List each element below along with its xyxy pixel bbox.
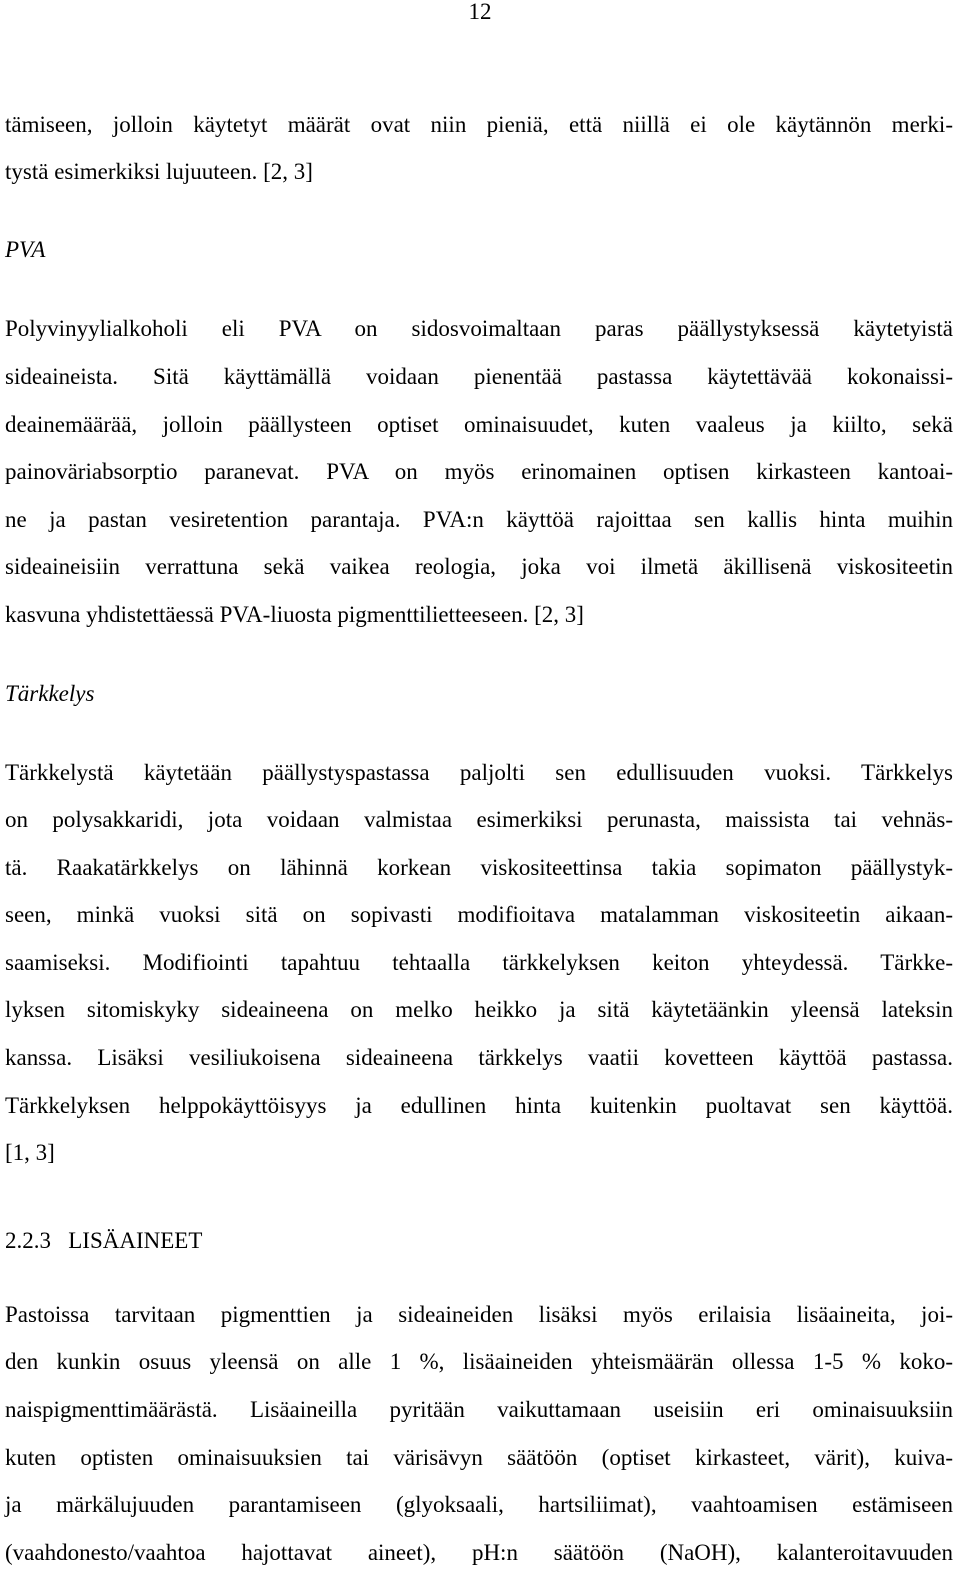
text-line: [1, 3] <box>5 1140 55 1165</box>
text-line: Tärkkelyksen helppokäyttöisyys ja edullinen hinta kuitenkin puoltavat sen käyttöä. <box>5 1093 953 1118</box>
text-line: tämiseen, jolloin käytetyt määrät ovat niin pieniä, että niillä ei ole käytännön merki- <box>5 112 953 137</box>
text-line: painoväriabsorptio paranevat. PVA on myös erinomainen optisen kirkasteen kantoai- <box>5 459 953 484</box>
text-line: ja märkälujuuden parantamiseen (glyoksaali, hartsiliimat), vaahtoamisen estämiseen <box>5 1492 953 1517</box>
text-line: on polysakkaridi, jota voidaan valmistaa esimerkiksi perunasta, maissista tai vehnäs- <box>5 807 953 832</box>
text-line: tä. Raakatärkkelys on lähinnä korkean viskositeettinsa takia sopimaton päällystyk- <box>5 855 953 880</box>
text-line: Polyvinyylialkoholi eli PVA on sidosvoimaltaan paras päällystyksessä käytetyistä <box>5 316 953 341</box>
text-line: ne ja pastan vesiretention parantaja. PVA:n käyttöä rajoittaa sen kallis hinta muihin <box>5 507 953 532</box>
text-line: sideaineista. Sitä käyttämällä voidaan pienentää pastassa käytettävää kokonaissi- <box>5 364 953 389</box>
text-line: seen, minkä vuoksi sitä on sopivasti modifioitava matalamman viskositeetin aikaan- <box>5 902 953 927</box>
text-line: kanssa. Lisäksi vesiliukoisena sideaineena tärkkelys vaatii kovetteen käyttöä pastassa. <box>5 1045 953 1070</box>
section-heading-text: 2.2.3 LISÄAINEET <box>5 1228 203 1253</box>
text-line: kasvuna yhdistettäessä PVA-liuosta pigmenttilietteeseen. [2, 3] <box>5 602 584 627</box>
text-line: kuten optisten ominaisuuksien tai värisävyn säätöön (optiset kirkasteet, värit), kuiva- <box>5 1445 953 1470</box>
text-line: naispigmenttimäärästä. Lisäaineilla pyritään vaikuttamaan useisiin eri ominaisuuksiin <box>5 1397 953 1422</box>
page-number: 12 <box>468 0 492 24</box>
subheading-text: PVA <box>5 237 46 262</box>
text-line: tystä esimerkiksi lujuuteen. [2, 3] <box>5 159 313 184</box>
text-line: lyksen sitomiskyky sideaineena on melko heikko ja sitä käytetäänkin yleensä lateksin <box>5 997 953 1022</box>
text-line: Pastoissa tarvitaan pigmenttien ja sideaineiden lisäksi myös erilaisia lisäaineita, joi- <box>5 1302 953 1327</box>
text-line: saamiseksi. Modifiointi tapahtuu tehtaalla tärkkelyksen keiton yhteydessä. Tärkke- <box>5 950 953 975</box>
text-line: sideaineisiin verrattuna sekä vaikea reologia, joka voi ilmetä äkillisenä viskositeetin <box>5 554 953 579</box>
text-line: (vaahdonesto/vaahtoa hajottavat aineet), pH:n säätöön (NaOH), kalanteroitavuuden <box>5 1540 953 1565</box>
text-line: deainemäärää, jolloin päällysteen optiset ominaisuudet, kuten vaaleus ja kiilto, sekä <box>5 412 953 437</box>
text-line: Tärkkelystä käytetään päällystyspastassa paljolti sen edullisuuden vuoksi. Tärkkelys <box>5 760 953 785</box>
text-line: den kunkin osuus yleensä on alle 1 %, lisäaineiden yhteismäärän ollessa 1-5 % koko- <box>5 1349 953 1374</box>
subheading-text: Tärkkelys <box>5 681 95 706</box>
